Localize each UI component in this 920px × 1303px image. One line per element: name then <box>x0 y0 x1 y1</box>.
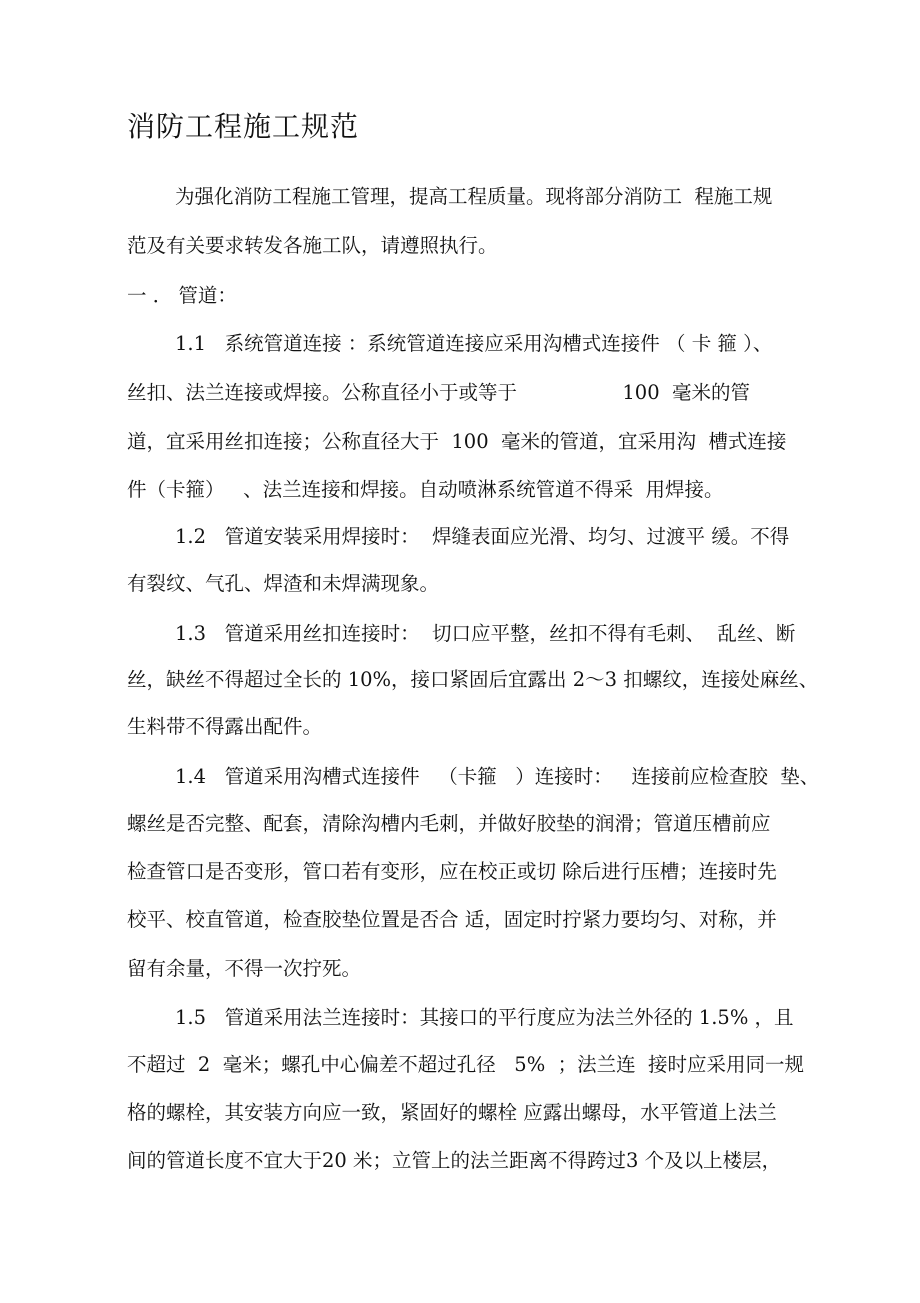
paragraph-line: 1.4 管道采用沟槽式连接件 （卡箍 ）连接时： 连接前应检查胶 垫、 <box>175 765 820 788</box>
paragraph-line: 间的管道长度不宜大于20 米；立管上的法兰距离不得跨过3 个及以上楼层， <box>127 1149 782 1172</box>
paragraph-line: 件（卡箍） 、法兰连接和焊接。自动喷淋系统管道不得采 用焊接。 <box>127 478 724 501</box>
paragraph-line: 丝扣、法兰连接或焊接。公称直径小于或等于 100 毫米的管 <box>127 381 750 404</box>
section-heading: 一 ． 管道： <box>127 284 237 307</box>
paragraph-line: 为强化消防工程施工管理，提高工程质量。现将部分消防工 程施工规 <box>175 185 773 208</box>
paragraph-line: 校平、校直管道，检查胶垫位置是否合 适，固定时拧紧力要均匀、对称，并 <box>127 908 777 931</box>
document-title: 消防工程施工规范 <box>127 110 360 143</box>
paragraph-line: 道，宜采用丝扣连接；公称直径大于 100 毫米的管道，宜采用沟 槽式连接 <box>127 430 787 453</box>
paragraph-line: 1.2 管道安装采用焊接时： 焊缝表面应光滑、均匀、过渡平 缓。不得 <box>175 525 790 548</box>
paragraph-line: 不超过 2 毫米；螺孔中心偏差不超过孔径 5% ；法兰连 接时应采用同一规 <box>127 1053 805 1076</box>
paragraph-line: 有裂纹、气孔、焊渣和未焊满现象。 <box>127 572 440 595</box>
paragraph-line: 1.5 管道采用法兰连接时：其接口的平行度应为法兰外径的 1.5% ，且 <box>175 1006 794 1029</box>
paragraph-line: 留有余量，不得一次拧死。 <box>127 957 362 980</box>
paragraph-line: 生料带不得露出配件。 <box>127 715 323 738</box>
paragraph-line: 1.3 管道采用丝扣连接时： 切口应平整，丝扣不得有毛刺、 乱丝、断 <box>175 622 796 645</box>
paragraph-line: 螺丝是否完整、配套，清除沟槽内毛刺，并做好胶垫的润滑；管道压槽前应 <box>127 812 771 835</box>
paragraph-line: 范及有关要求转发各施工队，请遵照执行。 <box>127 234 498 257</box>
paragraph-line: 丝，缺丝不得超过全长的 10%，接口紧固后宜露出 2～3 扣螺纹，连接处麻丝、 <box>127 668 819 691</box>
paragraph-line: 格的螺栓，其安装方向应一致，紧固好的螺栓 应露出螺母，水平管道上法兰 <box>127 1101 777 1124</box>
paragraph-line: 1.1 系统管道连接 ：系统管道连接应采用沟槽式连接件 （ 卡 箍 ）、 <box>175 332 773 355</box>
paragraph-line: 检查管口是否变形，管口若有变形，应在校正或切 除后进行压槽；连接时先 <box>127 860 777 883</box>
